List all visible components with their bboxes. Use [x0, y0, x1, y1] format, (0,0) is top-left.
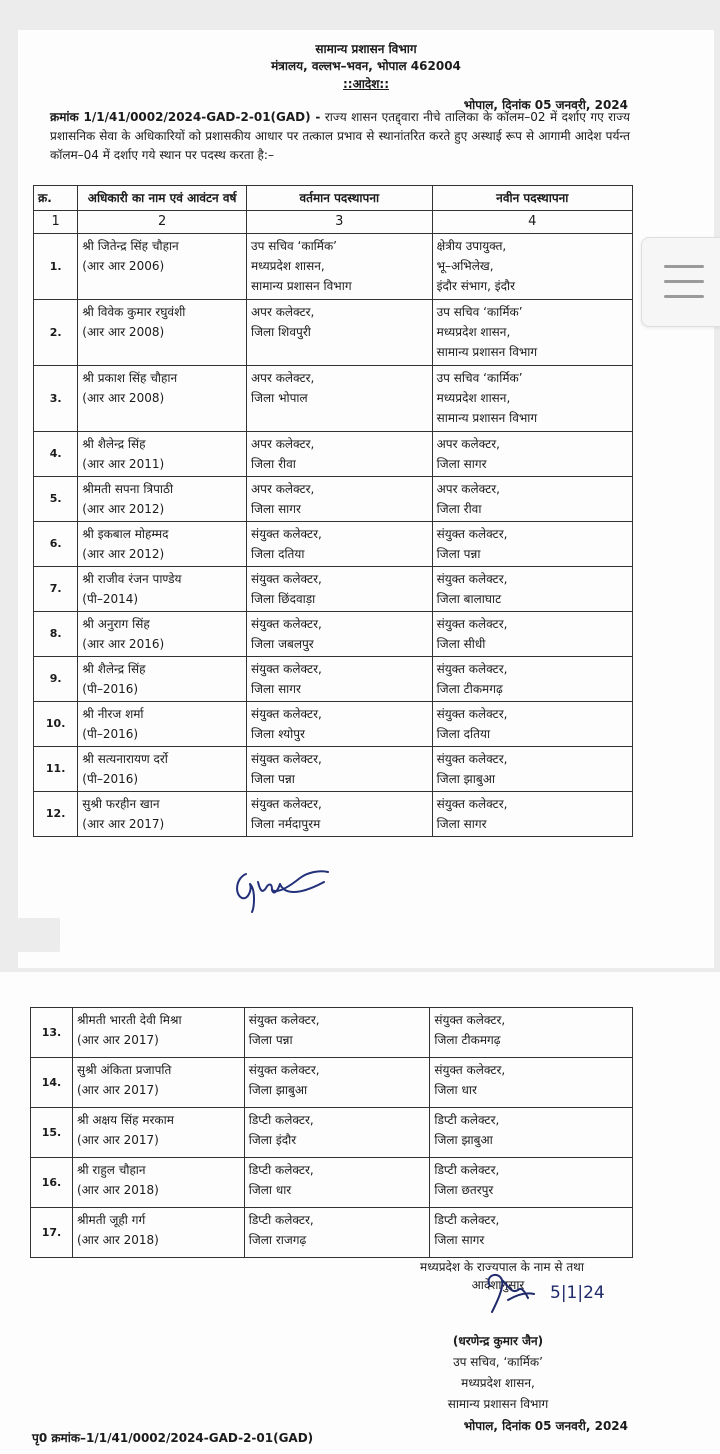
new-posting-line: जिला धार	[434, 1083, 477, 1097]
current-posting-cell	[247, 792, 433, 837]
new-posting-line: संयुक्त कलेक्टर,	[436, 752, 508, 766]
new-posting-line: सामान्य प्रशासन विभाग	[436, 411, 538, 425]
officer-name: श्रीमती सपना त्रिपाठी	[82, 482, 174, 496]
officer-cell	[78, 567, 247, 612]
current-posting-line: जिला पन्ना	[248, 1033, 293, 1047]
current-posting-cell	[244, 1008, 430, 1058]
officer-cell	[78, 612, 247, 657]
officer-cell	[72, 1008, 244, 1058]
officer-cell	[78, 477, 247, 522]
officer-cell	[78, 522, 247, 567]
officer-batch: (आर आर 2008)	[82, 325, 165, 339]
current-posting-line: संयुक्त कलेक्टर,	[251, 572, 322, 586]
table-body	[31, 1008, 633, 1258]
current-posting-line: अपर कलेक्टर,	[251, 437, 315, 451]
table-row	[31, 1058, 633, 1108]
governor-order-line: मध्यप्रदेश के राज्यपाल के नाम से तथा	[420, 1260, 584, 1274]
serial-number: 11.	[34, 747, 78, 792]
new-posting-line: जिला बालाघाट	[436, 592, 502, 606]
table-row	[34, 657, 633, 702]
current-posting-line: जिला भोपाल	[251, 391, 308, 405]
column-number: 4	[432, 211, 632, 234]
current-posting-line: सामान्य प्रशासन विभाग	[251, 279, 352, 293]
column-number: 1	[34, 211, 78, 234]
officer-batch: (पी–2016)	[82, 772, 139, 786]
new-posting-line: इंदौर संभाग, इंदौर	[436, 279, 516, 293]
officer-batch: (आर आर 2017)	[76, 1033, 159, 1047]
new-posting-line: डिप्टी कलेक्टर,	[434, 1163, 500, 1177]
footer-date: भोपाल, दिनांक 05 जनवरी, 2024	[463, 1419, 628, 1433]
current-posting-line: जिला सागर	[251, 502, 301, 516]
current-posting-line: डिप्टी कलेक्टर,	[248, 1163, 314, 1177]
current-posting-line: जिला धार	[248, 1183, 292, 1197]
page-artifact	[18, 918, 60, 952]
officer-initials-signature	[228, 860, 338, 920]
new-posting-line: जिला सागर	[436, 817, 487, 831]
current-posting-line: डिप्टी कलेक्टर,	[248, 1113, 314, 1127]
current-posting-line: जिला राजगढ़	[248, 1233, 307, 1247]
officer-batch: (आर आर 2017)	[76, 1083, 159, 1097]
new-posting-line: अपर कलेक्टर,	[436, 482, 500, 496]
officer-cell	[72, 1208, 244, 1258]
table-row	[34, 792, 633, 837]
officer-name: श्रीमती भारती देवी मिश्रा	[76, 1013, 182, 1027]
new-posting-line: संयुक्त कलेक्टर,	[434, 1013, 506, 1027]
current-posting-line: संयुक्त कलेक्टर,	[251, 707, 322, 721]
new-posting-line: संयुक्त कलेक्टर,	[436, 617, 508, 631]
officer-batch: (आर आर 2006)	[82, 259, 165, 273]
officer-name: श्री अक्षय सिंह मरकाम	[76, 1113, 174, 1127]
new-posting-line: जिला टीकमगढ़	[434, 1033, 501, 1047]
new-posting-line: संयुक्त कलेक्टर,	[434, 1063, 506, 1077]
officer-name: श्री नीरज शर्मा	[82, 707, 144, 721]
table-row	[34, 522, 633, 567]
officer-cell	[78, 366, 247, 432]
new-posting-line: संयुक्त कलेक्टर,	[436, 707, 508, 721]
officer-cell	[78, 657, 247, 702]
serial-number: 12.	[34, 792, 78, 837]
serial-number: 15.	[31, 1108, 73, 1158]
officer-cell	[78, 432, 247, 477]
current-posting-line: मध्यप्रदेश शासन,	[251, 259, 325, 273]
new-posting-cell	[432, 657, 632, 702]
transfer-table	[33, 185, 633, 837]
table-row	[31, 1008, 633, 1058]
new-posting-line: संयुक्त कलेक्टर,	[436, 797, 508, 811]
current-posting-cell	[247, 567, 433, 612]
current-posting-line: जिला इंदौर	[248, 1133, 297, 1147]
current-posting-cell	[244, 1058, 430, 1108]
new-posting-cell	[432, 567, 632, 612]
officer-batch: (आर आर 2008)	[82, 391, 165, 405]
officer-name: श्रीमती जूही गर्ग	[76, 1213, 146, 1227]
table-row	[31, 1108, 633, 1158]
serial-number: 5.	[34, 477, 78, 522]
header-serial: क्र.	[34, 186, 78, 211]
new-posting-cell	[432, 300, 632, 366]
table-row	[31, 1208, 633, 1258]
officer-cell	[78, 234, 247, 300]
column-number-row	[34, 211, 633, 234]
officer-name: श्री राजीव रंजन पाण्डेय	[82, 572, 182, 586]
transfer-table-continued	[30, 1007, 633, 1258]
current-posting-line: संयुक्त कलेक्टर,	[251, 752, 322, 766]
document-page-2	[0, 972, 720, 1454]
new-posting-line: संयुक्त कलेक्टर,	[436, 662, 508, 676]
endorsement-number: पृ0 क्रमांक–1/1/41/0002/2024-GAD-2-01(GAD)	[32, 1431, 314, 1445]
current-posting-cell	[247, 747, 433, 792]
current-posting-line: जिला सागर	[251, 682, 301, 696]
officer-cell	[78, 792, 247, 837]
officer-cell	[78, 300, 247, 366]
officer-name: श्री राहुल चौहान	[76, 1163, 146, 1177]
current-posting-line: संयुक्त कलेक्टर,	[248, 1013, 320, 1027]
current-posting-line: अपर कलेक्टर,	[251, 305, 315, 319]
new-posting-cell	[430, 1208, 633, 1258]
serial-number: 14.	[31, 1058, 73, 1108]
new-posting-cell	[432, 432, 632, 477]
officer-batch: (पी–2016)	[82, 682, 139, 696]
header-officer: अधिकारी का नाम एवं आवंटन वर्ष	[78, 186, 247, 211]
officer-cell	[72, 1158, 244, 1208]
new-posting-line: जिला रीवा	[436, 502, 482, 516]
by-order-line: आदेशानुसार	[471, 1278, 525, 1292]
table-row	[34, 432, 633, 477]
current-posting-line: जिला छिंदवाड़ा	[251, 592, 316, 606]
serial-number: 7.	[34, 567, 78, 612]
officer-name: श्री सत्यनारायण दर्रो	[82, 752, 168, 766]
new-posting-line: जिला झाबुआ	[434, 1133, 493, 1147]
officer-name: सुश्री अंकिता प्रजापति	[76, 1063, 172, 1077]
signatory-designation: उप सचिव, ‘कार्मिक’	[453, 1355, 543, 1369]
table-row	[34, 702, 633, 747]
new-posting-line: संयुक्त कलेक्टर,	[436, 527, 508, 541]
new-posting-line: उप सचिव ‘कार्मिक’	[436, 371, 523, 385]
signatory-org: मध्यप्रदेश शासन,	[461, 1376, 535, 1390]
new-posting-line: मध्यप्रदेश शासन,	[436, 391, 511, 405]
officer-name: श्री प्रकाश सिंह चौहान	[82, 371, 178, 385]
table-body	[34, 234, 633, 837]
department-address: मंत्रालय, वल्लभ–भवन, भोपाल 462004	[271, 59, 461, 73]
current-posting-line: जिला रीवा	[251, 457, 296, 471]
column-number: 2	[78, 211, 247, 234]
document-page-1	[18, 30, 714, 968]
new-posting-line: डिप्टी कलेक्टर,	[434, 1213, 500, 1227]
officer-cell	[78, 747, 247, 792]
order-title: ::आदेश::	[343, 77, 389, 91]
current-posting-line: जिला झाबुआ	[248, 1083, 308, 1097]
serial-number: 2.	[34, 300, 78, 366]
department-heading: सामान्य प्रशासन विभाग	[315, 42, 417, 56]
current-posting-line: अपर कलेक्टर,	[251, 482, 315, 496]
header-new-posting: नवीन पदस्थापना	[432, 186, 632, 211]
table-row	[34, 234, 633, 300]
officer-name: श्री इकबाल मोहम्मद	[82, 527, 169, 541]
current-posting-line: जिला दतिया	[251, 547, 305, 561]
officer-batch: (आर आर 2011)	[82, 457, 165, 471]
new-posting-cell	[432, 477, 632, 522]
current-posting-cell	[244, 1208, 430, 1258]
serial-number: 10.	[34, 702, 78, 747]
current-posting-cell	[247, 612, 433, 657]
current-posting-line: संयुक्त कलेक्टर,	[251, 662, 322, 676]
current-posting-cell	[247, 522, 433, 567]
table-row	[34, 612, 633, 657]
menu-handle-icon[interactable]	[641, 237, 720, 327]
serial-number: 3.	[34, 366, 78, 432]
header-current-posting: वर्तमान पदस्थापना	[247, 186, 433, 211]
current-posting-cell	[244, 1108, 430, 1158]
new-posting-cell	[432, 702, 632, 747]
officer-name: श्री विवेक कुमार रघुवंशी	[82, 305, 186, 319]
current-posting-line: संयुक्त कलेक्टर,	[251, 617, 322, 631]
serial-number: 9.	[34, 657, 78, 702]
order-number: क्रमांक 1/1/41/0002/2024-GAD-2-01(GAD) -	[50, 110, 321, 124]
serial-number: 6.	[34, 522, 78, 567]
new-posting-line: जिला टीकमगढ़	[436, 682, 503, 696]
table-row	[34, 300, 633, 366]
new-posting-cell	[432, 792, 632, 837]
current-posting-line: जिला शिवपुरी	[251, 325, 311, 339]
officer-name: श्री जितेन्द्र सिंह चौहान	[82, 239, 179, 253]
new-posting-line: जिला पन्ना	[436, 547, 481, 561]
new-posting-line: अपर कलेक्टर,	[436, 437, 500, 451]
new-posting-cell	[430, 1158, 633, 1208]
current-posting-line: संयुक्त कलेक्टर,	[251, 797, 322, 811]
officer-name: सुश्री फरहीन खान	[82, 797, 160, 811]
serial-number: 16.	[31, 1158, 73, 1208]
new-posting-line: उप सचिव ‘कार्मिक’	[436, 305, 523, 319]
officer-batch: (आर आर 2018)	[76, 1233, 159, 1247]
new-posting-cell	[432, 366, 632, 432]
new-posting-line: जिला झाबुआ	[436, 772, 495, 786]
officer-batch: (पी–2014)	[82, 592, 139, 606]
officer-batch: (आर आर 2017)	[82, 817, 165, 831]
current-posting-cell	[247, 477, 433, 522]
new-posting-line: जिला सागर	[436, 457, 487, 471]
serial-number: 4.	[34, 432, 78, 477]
officer-batch: (आर आर 2012)	[82, 547, 165, 561]
order-intro	[50, 108, 630, 165]
current-posting-line: अपर कलेक्टर,	[251, 371, 315, 385]
new-posting-line: डिप्टी कलेक्टर,	[434, 1113, 500, 1127]
officer-name: श्री अनुराग सिंह	[82, 617, 150, 631]
current-posting-cell	[247, 702, 433, 747]
table-row	[34, 477, 633, 522]
signatory-department: सामान्य प्रशासन विभाग	[447, 1397, 549, 1411]
new-posting-cell	[432, 234, 632, 300]
current-posting-line: जिला नर्मदापुरम	[251, 817, 321, 831]
officer-batch: (आर आर 2018)	[76, 1183, 159, 1197]
handwritten-date: 5|1|24	[550, 1283, 605, 1303]
current-posting-cell	[247, 300, 433, 366]
officer-name: श्री शैलेन्द्र सिंह	[82, 662, 146, 676]
order-text: राज्य शासन एतद्द्वारा नीचे तालिका के कॉलम–02 में दर्शाए गए राज्य प्रशासनिक सेवा के अधिकारियों को प्रशासकीय आधार पर तत्काल प्रभाव से स्थानांतरित करते हुए अस्थाई रूप से आगामी आदेश पर्यन्त कॉलम–04 में दर्शाए गये स्थान पर पदस्थ करता है:–	[50, 110, 630, 162]
table-header-row	[34, 186, 633, 211]
signatory-name: (धरणेन्द्र कुमार जैन)	[452, 1334, 544, 1348]
table-row	[34, 366, 633, 432]
current-posting-cell	[247, 234, 433, 300]
officer-cell	[72, 1108, 244, 1158]
officer-name: श्री शैलेन्द्र सिंह	[82, 437, 146, 451]
serial-number: 8.	[34, 612, 78, 657]
serial-number: 1.	[34, 234, 78, 300]
current-posting-cell	[247, 432, 433, 477]
current-posting-cell	[247, 657, 433, 702]
table-row	[34, 567, 633, 612]
new-posting-line: क्षेत्रीय उपायुक्त,	[436, 239, 507, 253]
officer-batch: (आर आर 2017)	[76, 1133, 159, 1147]
current-posting-line: उप सचिव ‘कार्मिक’	[251, 239, 337, 253]
new-posting-line: जिला सीधी	[436, 637, 486, 651]
new-posting-cell	[432, 522, 632, 567]
column-number: 3	[247, 211, 433, 234]
new-posting-cell	[432, 747, 632, 792]
new-posting-cell	[430, 1058, 633, 1108]
current-posting-line: संयुक्त कलेक्टर,	[248, 1063, 320, 1077]
deputy-secretary-signature	[468, 1264, 618, 1322]
officer-cell	[78, 702, 247, 747]
new-posting-line: मध्यप्रदेश शासन,	[436, 325, 511, 339]
order-date: भोपाल, दिनांक 05 जनवरी, 2024	[463, 98, 628, 112]
current-posting-line: जिला पन्ना	[251, 772, 295, 786]
new-posting-line: भू–अभिलेख,	[436, 259, 494, 273]
current-posting-cell	[247, 366, 433, 432]
new-posting-cell	[430, 1008, 633, 1058]
serial-number: 17.	[31, 1208, 73, 1258]
serial-number: 13.	[31, 1008, 73, 1058]
current-posting-line: जिला श्योपुर	[251, 727, 305, 741]
officer-batch: (पी–2016)	[82, 727, 139, 741]
new-posting-line: जिला सागर	[434, 1233, 485, 1247]
new-posting-cell	[432, 612, 632, 657]
current-posting-line: जिला जबलपुर	[251, 637, 314, 651]
new-posting-line: संयुक्त कलेक्टर,	[436, 572, 508, 586]
current-posting-line: डिप्टी कलेक्टर,	[248, 1213, 314, 1227]
table-row	[34, 747, 633, 792]
officer-batch: (आर आर 2016)	[82, 637, 165, 651]
new-posting-cell	[430, 1108, 633, 1158]
new-posting-line: जिला दतिया	[436, 727, 491, 741]
new-posting-line: जिला छतरपुर	[434, 1183, 494, 1197]
current-posting-cell	[244, 1158, 430, 1208]
table-row	[31, 1158, 633, 1208]
new-posting-line: सामान्य प्रशासन विभाग	[436, 345, 538, 359]
officer-batch: (आर आर 2012)	[82, 502, 165, 516]
current-posting-line: संयुक्त कलेक्टर,	[251, 527, 322, 541]
officer-cell	[72, 1058, 244, 1108]
